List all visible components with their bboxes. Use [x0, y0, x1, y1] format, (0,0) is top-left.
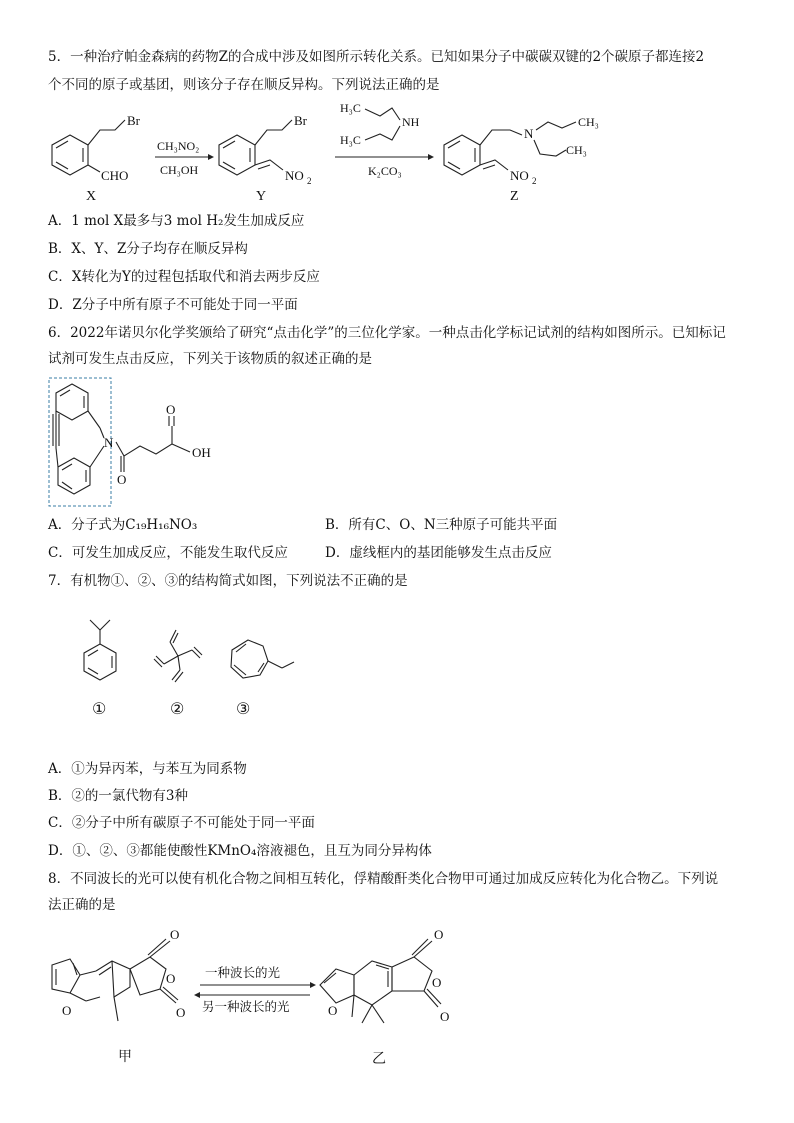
q8-stem-line1: 8．不同波长的光可以使有机化合物之间相互转化，俘精酸酐类化合物甲可通过加成反应转化为化合物乙。下列说 — [48, 871, 719, 887]
z-n-label: N — [524, 126, 534, 141]
q6-option-b: B．所有C、O、N三种原子可能共平面 — [325, 517, 558, 533]
q7-option-b: B．②的一氯代物有3种 — [48, 788, 189, 804]
arrow-bottom-label: 另一种波长的光 — [202, 1000, 290, 1014]
label-compound-1: ① — [92, 701, 107, 718]
q7-option-c: C．②分子中所有碳原子不可能处于同一平面 — [48, 815, 315, 831]
arrow-top-label: 一种波长的光 — [205, 966, 281, 980]
label-compound-2: ② — [170, 701, 185, 718]
q6-option-a: A．分子式为C₁₉H₁₆NO₃ — [48, 517, 198, 533]
x-cho-label: CHO — [101, 168, 129, 183]
z-ch3-top: CH₃ — [578, 115, 599, 129]
x-label: X — [86, 189, 97, 204]
q7-option-d: D．①、②、③都能使酸性KMnO₄溶液褪色，且互为同分异构体 — [48, 843, 432, 859]
label-yi: 乙 — [372, 1052, 386, 1067]
q5-stem-line2: 个不同的原子或基团，则该分子存在顺反异构。下列说法正确的是 — [48, 77, 440, 93]
yi-o1: O — [434, 927, 444, 942]
reagent2-bottom: K₂CO₃ — [368, 164, 402, 178]
dashed-box — [49, 378, 111, 506]
q5-option-d: D．Z分子中所有原子不可能处于同一平面 — [48, 297, 298, 313]
y-br-label: Br — [294, 113, 307, 128]
q7-stem: 7．有机物①、②、③的结构简式如图，下列说法不正确的是 — [48, 573, 408, 589]
q5-reaction-scheme — [0, 100, 794, 210]
q6-o1-label: O — [117, 472, 127, 487]
q6-oh-label: OH — [192, 445, 211, 460]
q6-option-d: D．虚线框内的基团能够发生点击反应 — [325, 545, 552, 561]
yi-furan-o: O — [328, 1003, 338, 1018]
z-ch3-bottom: CH₃ — [566, 143, 587, 157]
label-compound-3: ③ — [236, 701, 251, 718]
q5-option-a: A．1 mol X最多与3 mol H₂发生加成反应 — [48, 213, 305, 229]
y-no2-label: NO — [285, 168, 304, 183]
y-label: Y — [256, 189, 267, 204]
q8-photo-scheme — [0, 925, 794, 1075]
yi-o3: O — [440, 1009, 450, 1024]
q6-o2-label: O — [166, 402, 176, 417]
q5-option-b: B．X、Y、Z分子均存在顺反异构 — [48, 241, 248, 257]
amine-h3c-bottom: H₃C — [340, 133, 361, 147]
jia-o3: O — [176, 1005, 186, 1020]
q6-stem-line2: 试剂可发生点击反应，下列关于该物质的叙述正确的是 — [48, 351, 372, 367]
q6-n-label: N — [104, 435, 114, 450]
q5-option-c: C．X转化为Y的过程包括取代和消去两步反应 — [48, 269, 320, 285]
q5-stem-line1: 5．一种治疗帕金森病的药物Z的合成中涉及如图所示转化关系。已知如果分子中碳碳双键的2个碳原子都连接2 — [48, 49, 705, 65]
q7-structures — [60, 606, 360, 731]
amine-h3c-top: H₃C — [340, 101, 361, 115]
q6-stem-line1: 6．2022年诺贝尔化学奖颁给了研究“点击化学”的三位化学家。一种点击化学标记试剂的结构如图所示。已知标记 — [48, 325, 726, 341]
z-label: Z — [510, 189, 519, 204]
q6-structure — [40, 376, 300, 511]
z-no2-subscript: 2 — [532, 176, 537, 186]
x-br-label: Br — [127, 113, 140, 128]
jia-o2: O — [166, 971, 176, 986]
amine-nh: NH — [402, 115, 420, 129]
yi-o2: O — [432, 975, 442, 990]
jia-o1: O — [170, 927, 180, 942]
q8-stem-line2: 法正确的是 — [48, 897, 116, 913]
jia-furan-o: O — [62, 1003, 72, 1018]
reagent1-top: CH₃NO₂ — [157, 139, 200, 153]
reagent1-bottom: CH₃OH — [160, 163, 199, 177]
y-no2-subscript: 2 — [307, 176, 312, 186]
q6-option-c: C．可发生加成反应，不能发生取代反应 — [48, 545, 288, 561]
label-jia: 甲 — [118, 1050, 132, 1065]
q7-option-a: A．①为异丙苯，与苯互为同系物 — [48, 761, 247, 777]
z-no2-label: NO — [510, 168, 529, 183]
